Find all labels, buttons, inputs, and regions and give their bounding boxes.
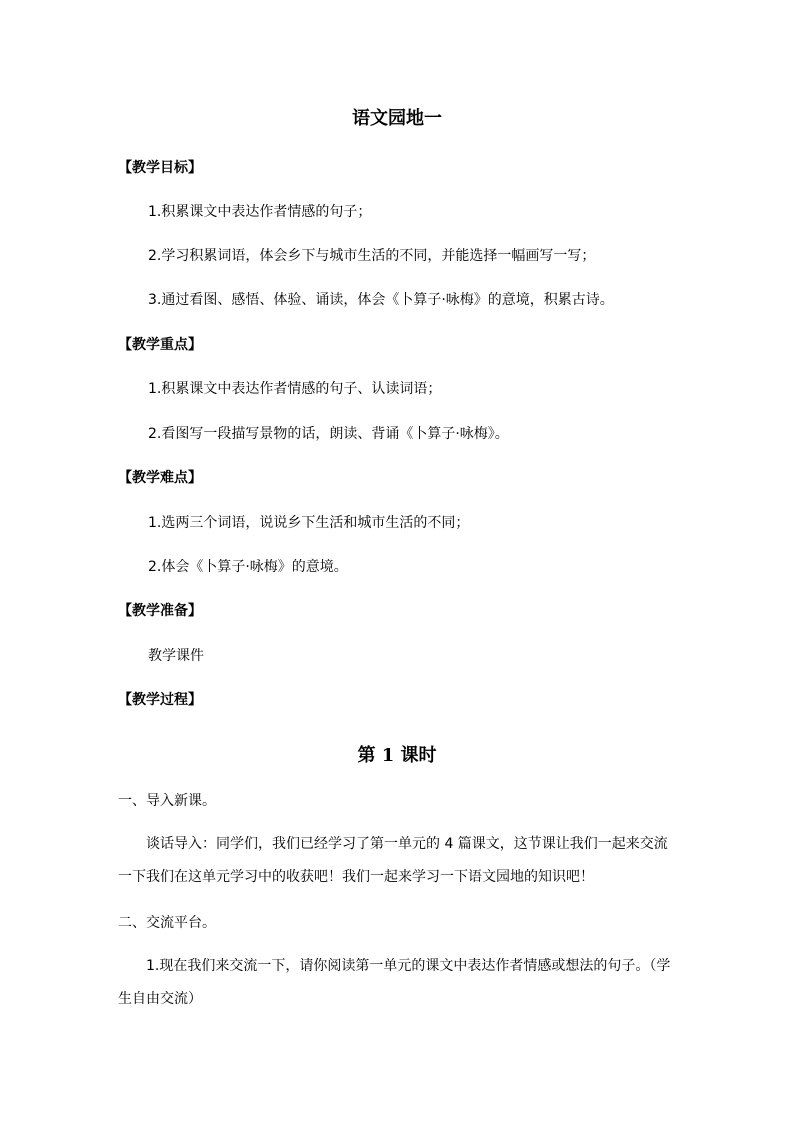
difficulties-item-2: 2.体会《卜算子·咏梅》的意境。 <box>148 559 348 575</box>
difficulties-item-1: 1.选两三个词语，说说乡下生活和城市生活的不同； <box>148 515 470 531</box>
goals-heading: 【教学目标】 <box>118 160 202 176</box>
key-points-item-1: 1.积累课文中表达作者情感的句子、认读词语； <box>148 381 442 397</box>
session-title: 第 1 课时 <box>357 745 437 766</box>
key-points-item-2: 2.看图写一段描写景物的话，朗读、背诵《卜算子·咏梅》。 <box>148 426 509 442</box>
section2-paragraph: 1.现在我们来交流一下，请你阅读第一单元的课文中表达作者情感或想法的句子。（学生自由交流） <box>118 958 671 1007</box>
section1-heading: 一、导入新课。 <box>118 793 216 809</box>
page-title: 语文园地一 <box>352 108 442 129</box>
goals-item-1: 1.积累课文中表达作者情感的句子； <box>148 204 372 220</box>
goals-item-3: 3.通过看图、感悟、体验、诵读，体会《卜算子·咏梅》的意境，积累古诗。 <box>148 292 614 308</box>
process-heading: 【教学过程】 <box>118 692 202 708</box>
key-points-heading: 【教学重点】 <box>118 337 202 353</box>
preparation-item-1: 教学课件 <box>148 648 204 664</box>
goals-item-2: 2.学习积累词语，体会乡下与城市生活的不同，并能选择一幅画写一写； <box>148 248 596 264</box>
preparation-heading: 【教学准备】 <box>118 603 202 619</box>
section1-paragraph: 谈话导入：同学们，我们已经学习了第一单元的 4 篇课文，这节课让我们一起来交流一下我们在这单元学习中的收获吧！我们一起来学习一下语文园地的知识吧！ <box>118 836 668 885</box>
difficulties-heading: 【教学难点】 <box>118 470 202 486</box>
section2-heading: 二、交流平台。 <box>118 915 216 931</box>
